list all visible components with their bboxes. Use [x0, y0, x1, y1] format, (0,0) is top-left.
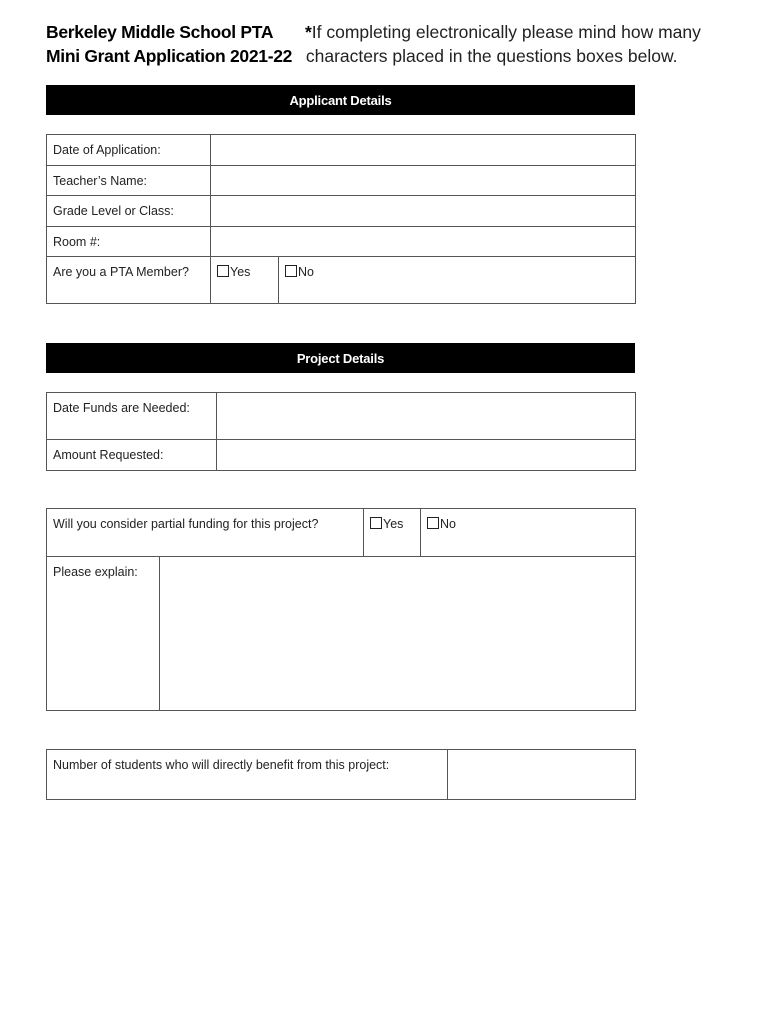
grade-level-field[interactable] [211, 196, 636, 227]
amount-requested-field[interactable] [217, 440, 636, 471]
pta-yes-option[interactable] [211, 257, 279, 304]
students-benefit-label: Number of students who will directly benefit from this project: [47, 750, 448, 800]
table-row [47, 393, 636, 440]
checkbox-icon[interactable] [217, 265, 229, 277]
table-row [47, 196, 636, 227]
date-funds-needed-label: Date Funds are Needed: [47, 393, 217, 440]
table-row [47, 557, 636, 711]
checkbox-icon[interactable] [285, 265, 297, 277]
project-details-heading: Project Details [46, 343, 635, 373]
partial-funding-question: Will you consider partial funding for this project? [47, 509, 364, 557]
form-header [46, 20, 746, 68]
please-explain-field[interactable] [160, 557, 636, 711]
partial-funding-table [46, 508, 636, 711]
partial-yes-option[interactable] [364, 509, 421, 557]
teacher-name-field[interactable] [211, 166, 636, 196]
room-number-field[interactable] [211, 227, 636, 257]
applicant-details-table [46, 134, 636, 304]
note-line-2: characters placed in the questions boxes below. [305, 46, 678, 66]
partial-no-label: No [440, 517, 456, 531]
pta-member-label: Are you a PTA Member? [47, 257, 211, 304]
date-of-application-label: Date of Application: [47, 135, 211, 166]
pta-yes-label: Yes [230, 265, 251, 279]
note-line-1: If completing electronically please mind how many [311, 22, 701, 42]
students-benefit-field[interactable] [448, 750, 636, 800]
table-row [47, 440, 636, 471]
please-explain-label: Please explain: [47, 557, 160, 711]
checkbox-icon[interactable] [427, 517, 439, 529]
date-funds-needed-field[interactable] [217, 393, 636, 440]
application-title: Mini Grant Application 2021-22 [46, 46, 293, 66]
school-title: Berkeley Middle School PTA [46, 22, 274, 42]
grade-level-label: Grade Level or Class: [47, 196, 211, 227]
pta-no-label: No [298, 265, 314, 279]
header-line-2 [46, 44, 746, 68]
note-star: * [304, 22, 312, 42]
amount-requested-label: Amount Requested: [47, 440, 217, 471]
table-row [47, 135, 636, 166]
teacher-name-label: Teacher’s Name: [47, 166, 211, 196]
pta-no-option[interactable] [279, 257, 636, 304]
partial-yes-label: Yes [383, 517, 404, 531]
table-row [47, 257, 636, 304]
table-row [47, 166, 636, 196]
table-row [47, 509, 636, 557]
date-of-application-field[interactable] [211, 135, 636, 166]
table-row [47, 227, 636, 257]
students-benefit-table [46, 749, 636, 800]
project-details-table [46, 392, 636, 471]
table-row [47, 750, 636, 800]
applicant-details-heading: Applicant Details [46, 85, 635, 115]
partial-no-option[interactable] [421, 509, 636, 557]
room-number-label: Room #: [47, 227, 211, 257]
header-line-1 [46, 20, 746, 44]
checkbox-icon[interactable] [370, 517, 382, 529]
